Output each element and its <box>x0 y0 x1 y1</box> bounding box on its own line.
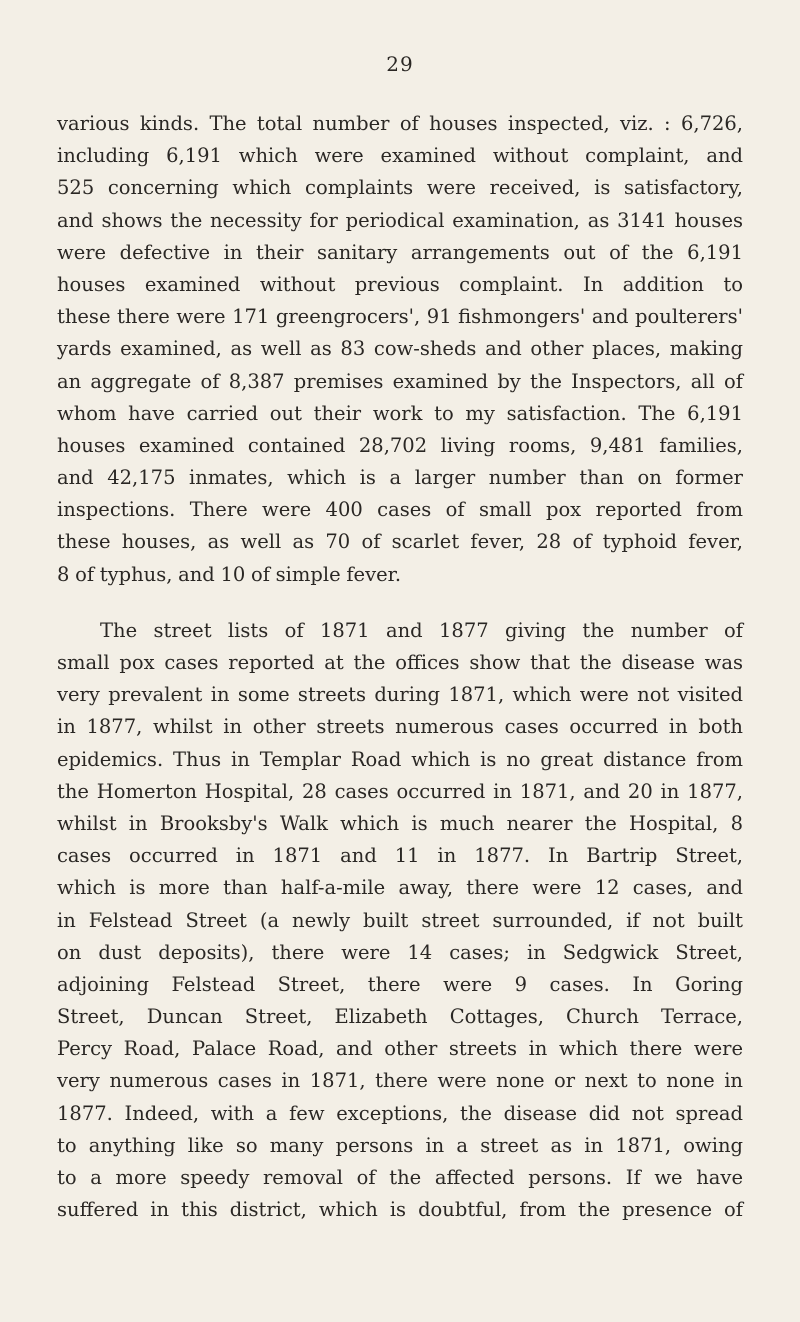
text-line: 525 concerning which complaints were received, is satisfactory, <box>57 176 743 200</box>
text-line: these there were 171 greengrocers', 91 fishmongers' and poulterers' <box>57 305 743 329</box>
text-line: in 1877, whilst in other streets numerous cases occurred in both <box>57 715 743 739</box>
text-line: epidemics. Thus in Templar Road which is no great distance from <box>57 747 743 771</box>
paragraph-2 <box>57 615 743 1227</box>
text-line: these houses, as well as 70 of scarlet fever, 28 of typhoid fever, <box>57 530 743 554</box>
text-line: houses examined contained 28,702 living rooms, 9,481 families, <box>57 433 743 457</box>
text-line: whilst in Brooksby's Walk which is much nearer the Hospital, 8 <box>57 811 743 835</box>
text-line: an aggregate of 8,387 premises examined by the Inspectors, all of <box>57 369 743 393</box>
text-line: cases occurred in 1871 and 11 in 1877. In Bartrip Street, <box>57 844 743 868</box>
paragraph-gap <box>57 591 743 615</box>
text-line: and shows the necessity for periodical examination, as 3141 houses <box>57 208 743 232</box>
text-line: adjoining Felstead Street, there were 9 cases. In Goring <box>57 972 743 996</box>
text-line: in Felstead Street (a newly built street surrounded, if not built <box>57 908 743 932</box>
text-line: yards examined, as well as 83 cow-sheds and other places, making <box>57 337 743 361</box>
text-line: including 6,191 which were examined without complaint, and <box>57 144 743 168</box>
text-line: Percy Road, Palace Road, and other streets in which there were <box>57 1037 743 1061</box>
text-line: 8 of typhus, and 10 of simple fever. <box>57 562 402 586</box>
text-line: were defective in their sanitary arrangements out of the 6,191 <box>57 240 743 264</box>
text-line: the Homerton Hospital, 28 cases occurred in 1871, and 20 in 1877, <box>57 779 743 803</box>
text-line: various kinds. The total number of houses inspected, viz. : 6,726, <box>57 112 743 135</box>
paragraph-1 <box>57 108 743 591</box>
text-line: to a more speedy removal of the affected persons. If we have <box>57 1166 743 1189</box>
body-text <box>57 108 743 1226</box>
page-number: 29 <box>386 52 414 76</box>
text-line: on dust deposits), there were 14 cases; in Sedgwick Street, <box>57 940 743 964</box>
text-line: and 42,175 inmates, which is a larger number than on former <box>57 466 743 490</box>
text-line: which is more than half-a-mile away, there were 12 cases, and <box>57 876 743 900</box>
text-line: very prevalent in some streets during 1871, which were not visited <box>57 683 743 707</box>
text-line: to anything like so many persons in a street as in 1871, owing <box>57 1133 743 1157</box>
text-line: very numerous cases in 1871, there were none or next to none in <box>57 1069 743 1093</box>
text-line: The street lists of 1871 and 1877 giving the number of <box>100 618 743 642</box>
text-line: Street, Duncan Street, Elizabeth Cottages, Church Terrace, <box>57 1005 743 1029</box>
text-line: suffered in this district, which is doubtful, from the presence of <box>57 1198 743 1222</box>
text-line: whom have carried out their work to my satisfaction. The 6,191 <box>57 401 743 425</box>
text-line: inspections. There were 400 cases of small pox reported from <box>57 498 743 522</box>
text-line: small pox cases reported at the offices show that the disease was <box>57 651 743 674</box>
text-line: houses examined without previous complaint. In addition to <box>57 272 743 296</box>
text-line: 1877. Indeed, with a few exceptions, the disease did not spread <box>57 1101 743 1125</box>
